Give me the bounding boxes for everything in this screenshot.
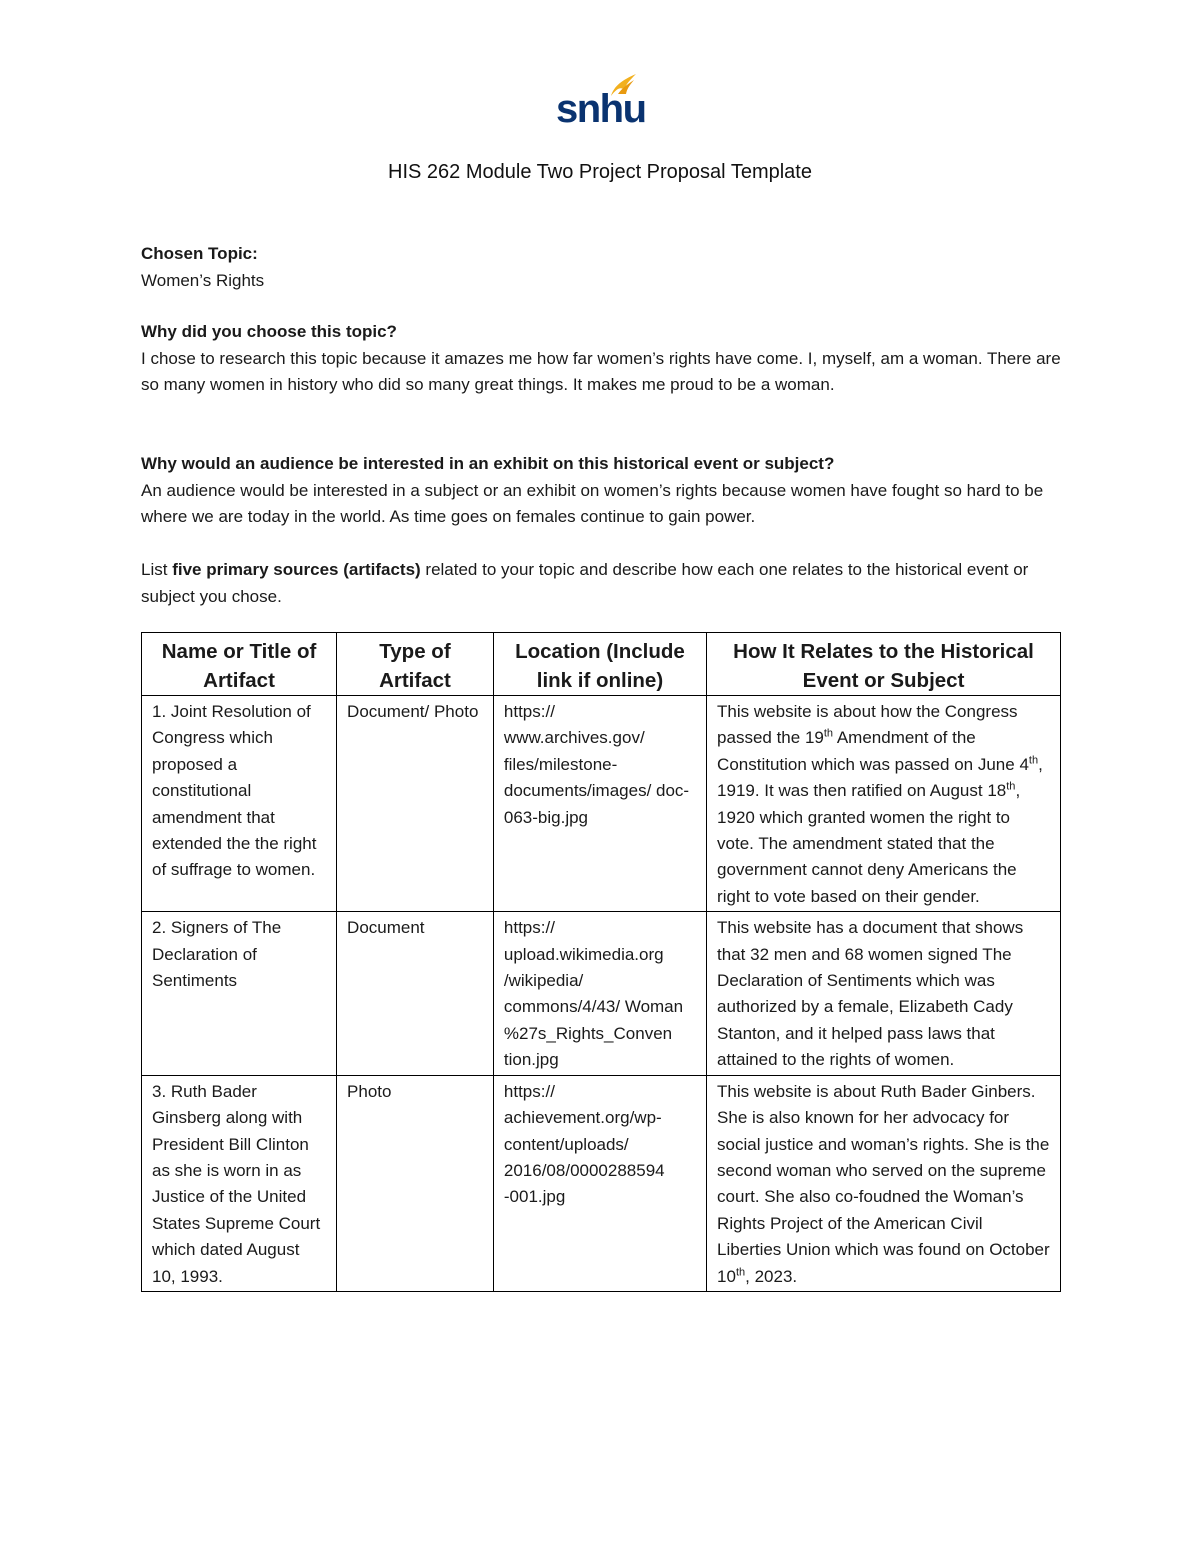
relation-text: This website is about Ruth Bader Ginbers. She is also known for her advocacy for social justice and woman’s rights. She is the second woman who served on the supreme court. She also co-foudned the Woman’s Rights Project of the American Civil Liberties Union which was found on October 10 <box>717 1081 1050 1286</box>
relation-sup: th <box>823 727 834 740</box>
relation-sup: th <box>1028 754 1039 767</box>
chosen-topic-section <box>141 241 1061 294</box>
table-row <box>142 1075 1061 1291</box>
instruction-bold: five primary sources (artifacts) <box>172 560 421 579</box>
artifact-name: 1. Joint Resolution of Congress which proposed a constitutional amendment that extended the the right of suffrage to women. <box>142 696 337 912</box>
table-row <box>142 696 1061 912</box>
why-audience-section <box>141 451 1061 531</box>
artifact-type: Document <box>337 912 494 1075</box>
relation-text: , 1920 which granted women the right to vote. The amendment stated that the government cannot deny Americans the right to vote based on their gender. <box>717 781 1021 906</box>
relation-sup: th <box>1006 780 1016 793</box>
artifact-name: 3. Ruth Bader Ginsberg along with President Bill Clinton as she is worn in as Justice of the United States Supreme Court which dated August 10, 1993. <box>142 1075 337 1291</box>
header-location: Location (Include link if online) <box>493 633 706 696</box>
artifact-location: https:// upload.wikimedia.org /wikipedia/ commons/4/43/ Woman %27s_Rights_Conven tion.jpg <box>493 912 706 1075</box>
artifact-name: 2. Signers of The Declaration of Sentiments <box>142 912 337 1075</box>
artifact-type: Document/ Photo <box>337 696 494 912</box>
instruction-prefix: List <box>141 560 173 579</box>
table-header-row <box>142 633 1061 696</box>
page-title: HIS 262 Module Two Project Proposal Template <box>388 161 812 183</box>
relation-text: This website is about how the Congress passed the 19 <box>717 702 1018 748</box>
why-topic-question: Why did you choose this topic? <box>141 322 397 341</box>
artifact-relation <box>707 1075 1061 1291</box>
chosen-topic-label: Chosen Topic: <box>141 244 258 263</box>
artifact-location: https:// www.archives.gov/ files/milestone-documents/images/ doc-063-big.jpg <box>493 696 706 912</box>
artifact-relation <box>707 912 1061 1075</box>
artifact-location: https:// achievement.org/wp-content/uploads/ 2016/08/0000288594 -001.jpg <box>493 1075 706 1291</box>
relation-text: , 2023. <box>745 1266 798 1286</box>
table-row <box>142 912 1061 1075</box>
header-name: Name or Title of Artifact <box>142 633 337 696</box>
relation-text: , 1919. It was then ratified on August 18 <box>717 754 1043 801</box>
instruction-suffix: related to your topic and describe how each one relates to the historical event or subject you chose. <box>141 560 1029 606</box>
relation-text: Amendment of the Constitution which was passed on June 4 <box>717 728 1029 774</box>
instruction-section <box>141 557 1061 610</box>
artifact-type: Photo <box>337 1075 494 1291</box>
chosen-topic-value: Women’s Rights <box>141 270 265 290</box>
why-topic-section <box>141 319 1061 399</box>
header-type: Type of Artifact <box>337 633 494 696</box>
header-relation: How It Relates to the Historical Event or Subject <box>707 633 1061 696</box>
logo-wordmark: snhu <box>556 87 646 131</box>
relation-text: This website has a document that shows that 32 men and 68 women signed The Declaration of Sentiments which was authorized by a female, Elizabeth Cady Stanton, and it helped pass laws that attained to the rights of women. <box>717 918 1024 1070</box>
artifacts-table <box>141 632 1061 1292</box>
snhu-logo <box>556 72 646 134</box>
relation-sup: th <box>735 1265 746 1278</box>
instruction-text <box>141 557 1061 610</box>
why-topic-answer: I chose to research this topic because it amazes me how far women’s rights have come. I, myself, am a woman. There are so many women in history who did so many great things. It makes me proud to be a woman. <box>141 348 1061 394</box>
artifact-relation <box>707 696 1061 912</box>
why-audience-answer: An audience would be interested in a subject or an exhibit on women’s rights because women have fought so hard to be where we are today in the world. As time goes on females continue to gain power. <box>141 480 1044 526</box>
why-audience-question: Why would an audience be interested in an exhibit on this historical event or subject? <box>141 454 835 473</box>
